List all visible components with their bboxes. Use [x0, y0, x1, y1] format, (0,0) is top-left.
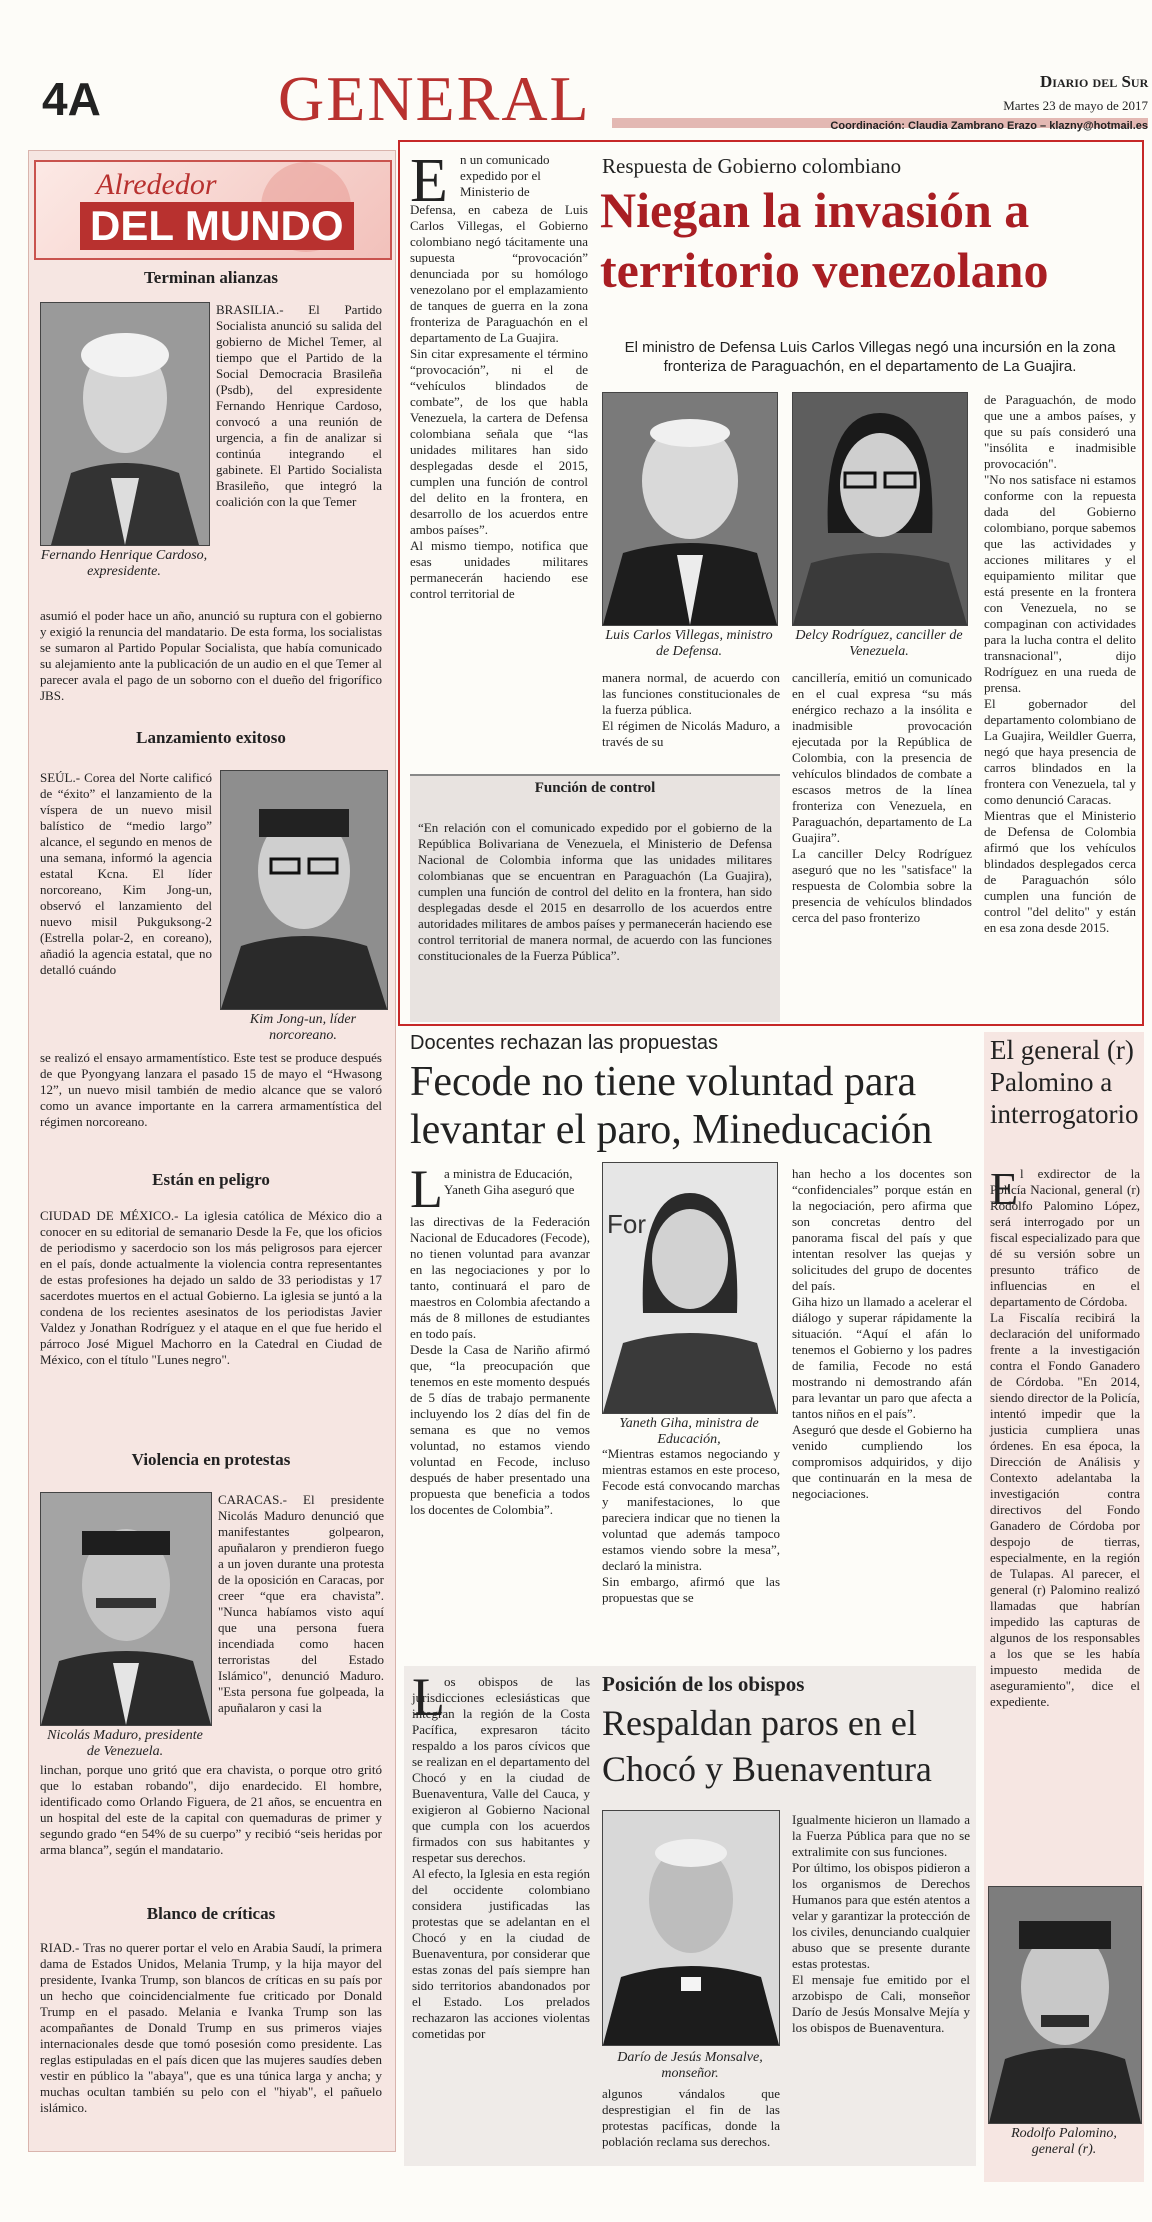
fecode-col3: han hecho a los docentes son “confidenciales” porque están en la negociación, pero afirma que son concretas dentro del panorama fiscal del país y que intentan resolver las quejas y solicitudes del grupo de docentes del país. Giha hizo un llamado a acelerar el diálogo y superar rápidamente la situación. “Aquí el afán lo tenemos el Gobierno y los padres de familia, Fecode no está mostrando ni demostrando afán para levantar un paro que afecta a tantos niños en el país”. Aseguró que desde el Gobierno ha venido cumpliendo los compromisos adquiridos, y dijo que continuarán en la mesa de negociaciones. [792, 1166, 972, 1501]
function-box-heading: Función de control [534, 780, 656, 796]
palomino-photo [988, 1886, 1142, 2124]
lead-kicker: Respuesta de Gobierno colombiano [602, 154, 902, 178]
monsalve-photo [602, 1810, 780, 2046]
sidebar-item-body-cont: linchan, porque uno gritó que era chavista, o porque otro gritó que lo estaban robando", dijo enardecido. El hombre, identificado como Orlando Figuera, de 21 años, se encuentra en un hospital del este de la capital con quemaduras de primer y segundo grado “en 54% de su cuerpo” y recibió “seis heridas por arma blanca”, según el mandatario. [40, 1762, 382, 1857]
lead-headline-1: Niegan la invasión a [600, 182, 1030, 238]
sidebar-item-body: CIUDAD DE MÉXICO.- La iglesia católica de México dio a conocer en su editorial de semanario Desde la Fe, que los oficios de periodismo y sacerdocio son los más peligrosos para ejercer en el país, donde actualmente la violencia contra representantes de estas profesiones ha dejado un saldo de 33 periodistas y 17 sacerdotes muertos en el actual Gobierno. La iglesia se juntó a la condena de los recientes asesinatos de los periodistas Javier Valdez y Jonathan Rodríguez y el ataque en el que fue herido el párroco José Miguel Machorro en la Catedral en Ciudad de México, con el título "Lunes negro". [40, 1208, 382, 1367]
sidebar-banner [34, 160, 392, 260]
paper-name: Diario del Sur [1040, 72, 1149, 91]
sidebar-item-body: SEÚL.- Corea del Norte calificó de “éxito” el lanzamiento de la víspera de un nuevo misil balístico de “medio largo” alcance, el segundo en menos de una semana, informó la agencia estatal Kcna. El líder norcoreano, Kim Jong-un, observó el lanzamiento del nuevo misil Pukguksong-2 (Estrella polar-2, en coreano), añadió la agencia estatal, que no detalló cuándo [40, 770, 212, 977]
sidebar-item-body: RIAD.- Tras no querer portar el velo en Arabia Saudí, la primera dama de Estados Unidos, Melania Trump, y la hija mayor del presidente, Ivanka Trump, son blancos de críticas en su país por un hecho que coincidencialmente fue criticado por Donald Trump en el pasado. Melania e Ivanka Trump son las acompañantes de Donald Trump en sus primeros viajes internacionales desde que tomó posesión como presidente. Las reglas estipuladas en el país dicen que las mujeres saudíes deben vestir en público la "abaya", que es una túnica larga y ancha; y muchas ocultan también su pelo con el "hiyab", el pañuelo islámico. [40, 1940, 382, 2115]
sidebar-item-body: BRASILIA.- El Partido Socialista anunció su salida del gobierno de Michel Temer, al tiempo que el Partido de la Social Democracia Brasileña (Psdb), del expresidente Fernando Henrique Cardoso, convocó a una reunión de urgencia, a fin de analizar si continúa integrando el gabinete. El Partido Socialista Brasileño, que integró la coalición con la que Temer [216, 302, 382, 509]
palomino-headline: El general (r) Palomino a interrogatorio [990, 1035, 1139, 1129]
lead-deck: El ministro de Defensa Luis Carlos Villegas negó una incursión en la zona fronteriza de Paraguachón, en el departamento de La Guajira. [624, 339, 1116, 375]
bishops-headline: Respaldan paros en el Chocó y Buenaventura [602, 1703, 932, 1789]
fecode-col2: “Mientras estamos negociando y mientras estamos en este proceso, Fecode está convocando marchas y manifestaciones, lo que pareciera indicar que no tienen la voluntad que además tampoco estamos viendo sobre la mesa”, declaró la ministra. Sin embargo, afirmó que las propuestas que se [602, 1446, 780, 1605]
bishops-kicker: Posición de los obispos [602, 1672, 805, 1696]
palomino-dropcap: E [990, 1163, 1019, 1214]
monsalve-caption: Darío de Jesús Monsalve, monseñor. [617, 2050, 763, 2081]
lead-dropcap: E [410, 147, 448, 215]
villegas-caption: Luis Carlos Villegas, ministro de Defensa. [605, 628, 773, 659]
section-title: GENERAL [278, 63, 591, 134]
bishops-col3: Igualmente hicieron un llamado a la Fuerza Pública para que no se extralimite con sus funciones. Por último, los obispos pidieron a los organismos de Derechos Humanos para que estén atentos a velar y garantizar la protección de los civiles, denunciando cualquier abuso que se presente durante estas protestas. El mensaje fue emitido por el arzobispo de Cali, monseñor Darío de Jesús Monsalve Mejía y los obispos de Buenaventura. [792, 1812, 970, 2035]
fecode-headline: Fecode no tiene voluntad para levantar el paro, Mineducación [410, 1059, 933, 1153]
giha-caption: Yaneth Giha, ministra de Educación, [619, 1416, 759, 1447]
maduro-photo [40, 1492, 212, 1726]
lead-col3: cancillería, emitió un comunicado en el cual expresa “su más enérgico rechazo a la insólita e inadmisible provocación ejecutada por la República de Colombia, con la presencia de vehículos blindados de combate a escasos metros de la línea fronteriza con Venezuela, en Paraguachón, departamento de La Guajira”. La canciller Delcy Rodríguez aseguró que no les "satisface" la respuesta de Colombia sobre la presencia de vehículos blindados cerca del paso fronterizo [792, 670, 972, 925]
kim-caption: Kim Jong-un, líder norcoreano. [249, 1012, 357, 1043]
sidebar-item-heading: Violencia en protestas [131, 1450, 291, 1469]
banner-line2: DEL MUNDO [80, 202, 354, 250]
fecode-kicker: Docentes rechazan las propuestas [410, 1032, 718, 1054]
maduro-caption: Nicolás Maduro, presidente de Venezuela. [47, 1728, 203, 1759]
fecode-intro: a ministra de Educación, Yaneth Giha aseguró que [444, 1166, 575, 1197]
fecode-col1: las directivas de la Federación Nacional de Educadores (Fecode), no tienen voluntad para avanzar en las negociaciones y por lo tanto, continuará el paro de maestros en Colombia afectando a más de 8 millones de estudiantes en todo país. Desde la Casa de Nariño afirmó que, “la preocupación que tenemos en este momento después de 5 días de trabajo permanente incluyendo los 2 días del fin de semana es que no vemos voluntad, no estamos viendo voluntad en Fecode, incluso después de haber presentado una propuesta que beneficia a todos los docentes de Colombia”. [410, 1214, 590, 1517]
cardoso-caption: Fernando Henrique Cardoso, expresidente. [40, 548, 208, 579]
page-number: 4A [42, 73, 101, 125]
palomino-body: l exdirector de la Policía Nacional, general (r) Rodolfo Palomino López, será interrogado por un fiscal especializado para que dé su versión sobre un presunto tráfico de influencias en el departamento de Córdoba. La Fiscalía recibirá la declaración del uniformado frente a la investigación contra el Fondo Ganadero de Córdoba. "En 2014, siendo director de la Policía, intentó impedir que la justicia cumpliera unas órdenes. En esa época, la Dirección de Análisis y Contexto adelantaba la investigación contra directivos del Fondo Ganadero de Córdoba por despojo de tierras, especialmente, en la región de Tulapas. Al parecer, el general (r) Palomino realizó llamadas que habrían impedido las capturas de algunos de los responsables a los que se les había impuesto medida de aseguramiento", dice el expediente. [990, 1166, 1140, 1709]
lead-headline-2: territorio venezolano [600, 242, 1049, 298]
lead-col4: de Paraguachón, de modo que une a ambos países, y que su país consideró una "insólita e inadmisible provocación". "No nos satisface ni estamos conforme con la repuesta dada del Gobierno colombiano, porque sabemos que las actividades y acciones militares y el equipamiento militar que está presente en la frontera con Venezuela, no se compaginan con actividades para la lucha contra el delito transnacional", dijo Rodríguez en una rueda de prensa. El gobernador del departamento colombiano de La Guajira, Weildler Guerra, negó que haya presencia de carros blindados en la frontera con Venezuela, tal y como denunció Caracas. Mientras que el Ministerio de Defensa de Colombia afirmó que los vehículos blindados desplegados cerca de Paraguachón sólo cumplen una función de control "del delito" y están en esa zona desde 2015. [984, 392, 1136, 935]
giha-photo [602, 1162, 778, 1414]
sidebar-item-body-cont: se realizó el ensayo armamentístico. Este test se produce después de que Pyongyang lanzara el pasado 15 de mayo el “Hwasong 12”, un nuevo misil también de medio alcance que se valoró como un avance importante en la carrera armamentística del régimen norcoreano. [40, 1050, 382, 1129]
sidebar-item-heading: Terminan alianzas [144, 268, 278, 287]
fecode-dropcap: L [410, 1159, 443, 1219]
rodriguez-caption: Delcy Rodríguez, canciller de Venezuela. [795, 628, 963, 659]
sidebar-item-heading: Blanco de críticas [146, 1904, 276, 1923]
coordinator-credit: Coordinación: Claudia Zambrano Erazo – klazny@hotmail.es [830, 120, 1148, 132]
sidebar-item-heading: Lanzamiento exitoso [136, 728, 286, 747]
kim-photo [220, 770, 388, 1010]
lead-col2: manera normal, de acuerdo con las funciones constitucionales de la fuerza pública. El régimen de Nicolás Maduro, a través de su [602, 670, 780, 749]
sidebar-item-heading: Están en peligro [152, 1170, 270, 1189]
sidebar-item-body-cont: asumió el poder hace un año, anunció su ruptura con el gobierno y exigió la renuncia del mandatario. De esta forma, los socialistas se sumaron al Partido Popular Socialista, que había comunicado su alejamiento ante la publicación de un audio en el que Temer al parecer avala el pago de un soborno con el dueño del frigorífico JBS. [40, 608, 382, 703]
bishops-col2: algunos vándalos que desprestigian el fin de las protestas pacíficas, donde la población reclama sus derechos. [602, 2086, 780, 2149]
function-box-text: “En relación con el comunicado expedido por el gobierno de la República Bolivariana de Venezuela, el Ministerio de Defensa Nacional de Colombia informa que las unidades militares colombianas que se encuentran en Paraguachón (La Guajira), cumplen una función de control del delito en la frontera, han sido desplegadas desde el 2015 en desarrollo de los acuerdos entre autoridades militares de ambos países y permanecerán haciendo ese control territorial de manera normal, de acuerdo con las funciones constitucionales de la Fuerza Pública”. [418, 820, 772, 963]
bishops-dropcap: L [412, 1667, 445, 1727]
lead-intro: n un comunicado expedido por el Ministerio de [460, 152, 550, 199]
rodriguez-photo [792, 392, 968, 626]
villegas-photo [602, 392, 778, 626]
issue-date: Martes 23 de mayo de 2017 [1003, 98, 1148, 113]
sidebar-item-body: CARACAS.- El presidente Nicolás Maduro denunció que manifestantes golpearon, apuñalaron y prendieron fuego a un joven durante una protesta de la oposición en Caracas, por creer “que era chavista”. "Nunca habíamos visto aquí que una persona fuera incendiada como hacen terroristas del Estado Islámico", denunció Maduro. "Esta persona fue golpeada, la apuñalaron y casi la [218, 1492, 384, 1715]
cardoso-photo [40, 302, 210, 546]
svg-text:For: For [607, 1209, 646, 1239]
palomino-caption: Rodolfo Palomino, general (r). [1011, 2126, 1117, 2157]
banner-line1: Alrededor [96, 168, 217, 201]
bishops-col1: os obispos de las jurisdicciones eclesiásticas que integran la región de la Costa Pacífica, expresaron tácito respaldo a los paros cívicos que se realizan en el departamento del Chocó y en la ciudad de Buenaventura, Valle del Cauca, y exigieron al Gobierno Nacional que cumpla con los acuerdos firmados con sus habitantes y respetar sus derechos. Al efecto, la Iglesia en esta región del occidente colombiano considera justificadas las protestas que se adelantan en el Chocó y en la ciudad de Buenaventura, por considerar que estas zonas del país siempre han sido territorios abandonados por el Estado. Los prelados rechazaron las acciones violentas cometidas por [412, 1674, 590, 2041]
lead-col1: Defensa, en cabeza de Luis Carlos Villegas, el Gobierno colombiano negó tácitamente una supuesta “provocación” denunciada por su homólogo venezolano por el emplazamiento de tanques de guerra en la zona fronteriza de Paraguachón en el departamento de La Guajira. Sin citar expresamente el término “provocación”, ni el de “vehículos blindados de combate”, de los que habla Venezuela, la cartera de Defensa colombiana señala que “las unidades militares han sido desplegadas desde el 2015, cumplen una función de control del delito en la frontera, en desarrollo de los acuerdos entre ambos países”. Al mismo tiempo, notifica que esas unidades militares permanecerán haciendo ese control territorial de [410, 202, 588, 601]
